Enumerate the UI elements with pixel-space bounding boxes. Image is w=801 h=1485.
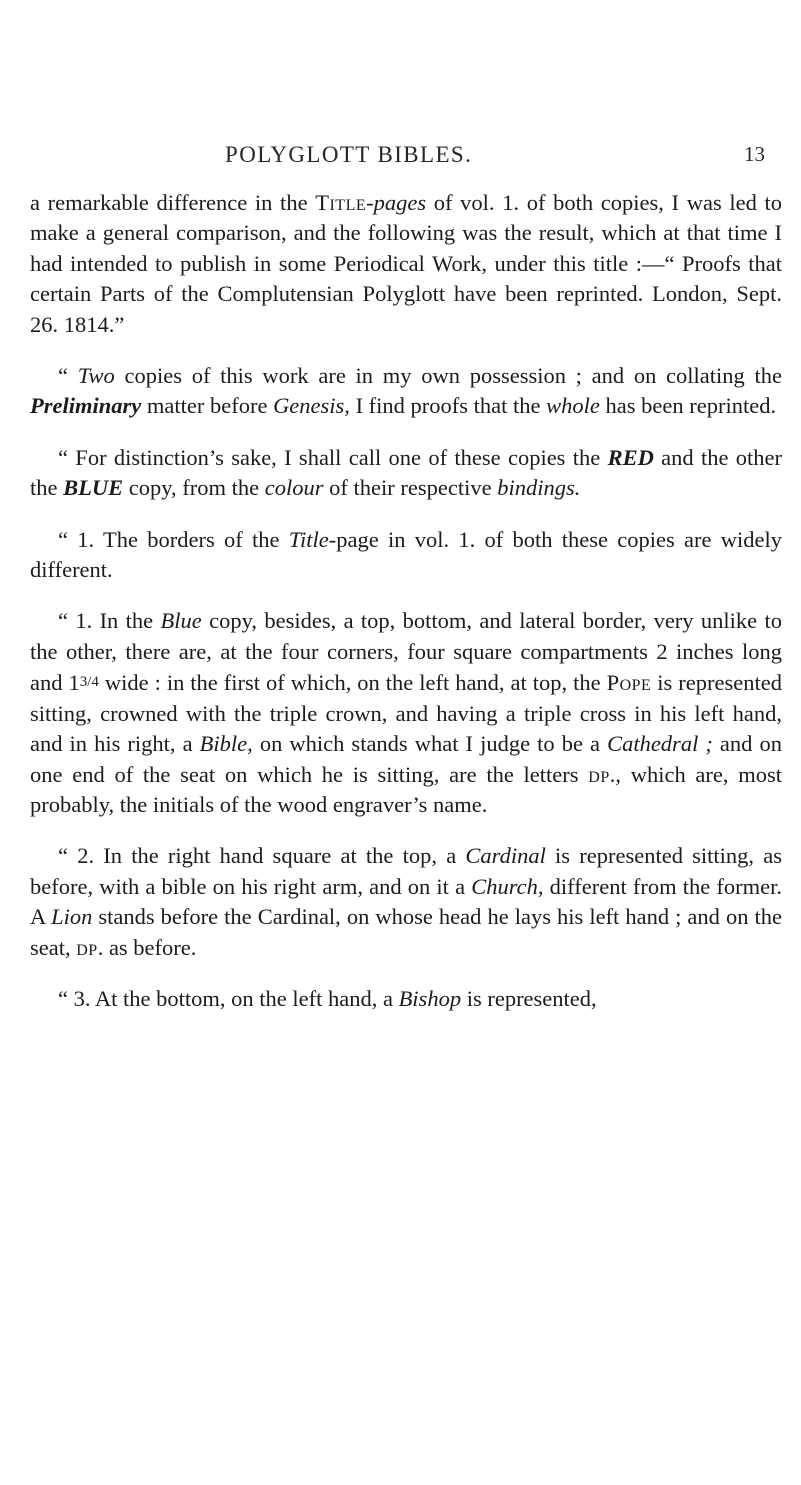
paragraph-7: “ 3. At the bottom, on the left hand, a Bishop is represented, [58,985,597,1011]
paragraph-6: “ 2. In the right hand square at the top, a Cardinal is represented sitting, as before, with a bible on his right arm, and on it a Church, different from the former. A Lion stands before the Cardinal, on whose head he lays his left hand ; and on the seat, dp. as before. [30,843,782,960]
page-number: 13 [744,142,765,166]
paragraph-4: “ 1. The borders of the Title-page in vol. 1. of both these copies are widely different. [30,526,782,583]
running-head [0,142,801,172]
running-title: POLYGLOTT BIBLES. [225,142,473,167]
paragraph-5: “ 1. In the Blue copy, besides, a top, bottom, and lateral border, very unlike to the other, there are, at the four corners, four square compartments 2 inches long and 13/4 wide : in the first of which, on the left hand, at top, the Pope is represented sitting, crowned with the triple crown, and having a triple cross in his left hand, and in his right, a Bible, on which stands what I judge to be a Cathedral ; and on one end of the seat on which he is sitting, are the letters dp., which are, most probably, the initials of the wood engraver’s name. [30,608,783,817]
paragraph-2: “ Two copies of this work are in my own possession ; and on collating the Preliminary matter before Genesis, I find proofs that the whole has been reprinted. [30,363,782,419]
paragraph-3: “ For distinction’s sake, I shall call one of these copies the RED and the other the BLUE copy, from the colour of their respective bindings. [30,444,782,501]
body-text [30,188,782,1014]
paragraph-1: a remarkable difference in the Title-pages of vol. 1. of both copies, I was led to make a general comparison, and the following was the result, which at that time I had intended to publish in some Periodical Work, under this title :—“ Proofs that certain Parts of the Complutensian Polyglott have been reprinted. London, Sept. 26. 1814.” [30,190,782,337]
